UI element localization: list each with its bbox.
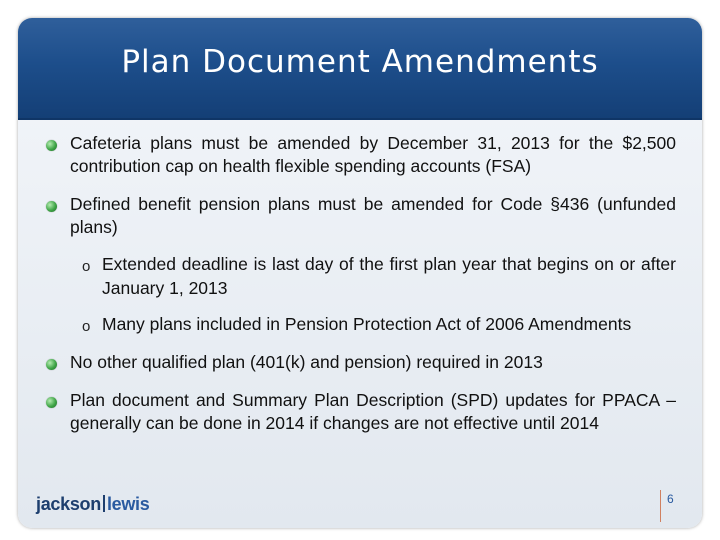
slide-header [18,18,702,120]
green-bullet-icon [46,359,57,370]
bullet-item [40,351,676,374]
bullet-item [40,389,676,435]
bullet-text: Defined benefit pension plans must be amended for Code §436 (unfunded plans) [70,194,676,237]
slide-title: Plan Document Amendments [121,44,599,80]
sub-bullet-text: Extended deadline is last day of the first plan year that begins on or after January 1, 2013 [102,254,676,298]
green-bullet-icon [46,201,57,212]
circle-bullet-icon: o [82,318,91,335]
bullet-text: No other qualified plan (401(k) and pension) required in 2013 [70,352,543,372]
sub-bullet-item [40,312,676,336]
logo-part-jackson: jackson [36,494,101,514]
bullet-item [40,193,676,239]
jackson-lewis-logo [36,494,149,515]
circle-bullet-icon: o [82,258,91,275]
slide-content [40,132,676,450]
logo-divider [103,495,105,512]
green-bullet-icon [46,397,57,408]
bullet-text: Cafeteria plans must be amended by December 31, 2013 for the $2,500 contribution cap on health flexible spending accounts (FSA) [70,133,676,176]
page-number: 6 [660,490,680,522]
logo-part-lewis: lewis [106,494,150,514]
sub-bullet-text: Many plans included in Pension Protection Act of 2006 Amendments [102,314,632,334]
sub-bullet-item [40,252,676,300]
green-bullet-icon [46,140,57,151]
bullet-item [40,132,676,178]
slide-frame [18,18,702,528]
bullet-text: Plan document and Summary Plan Description (SPD) updates for PPACA – generally can be done in 2014 if changes are not effective until 2014 [70,390,676,433]
